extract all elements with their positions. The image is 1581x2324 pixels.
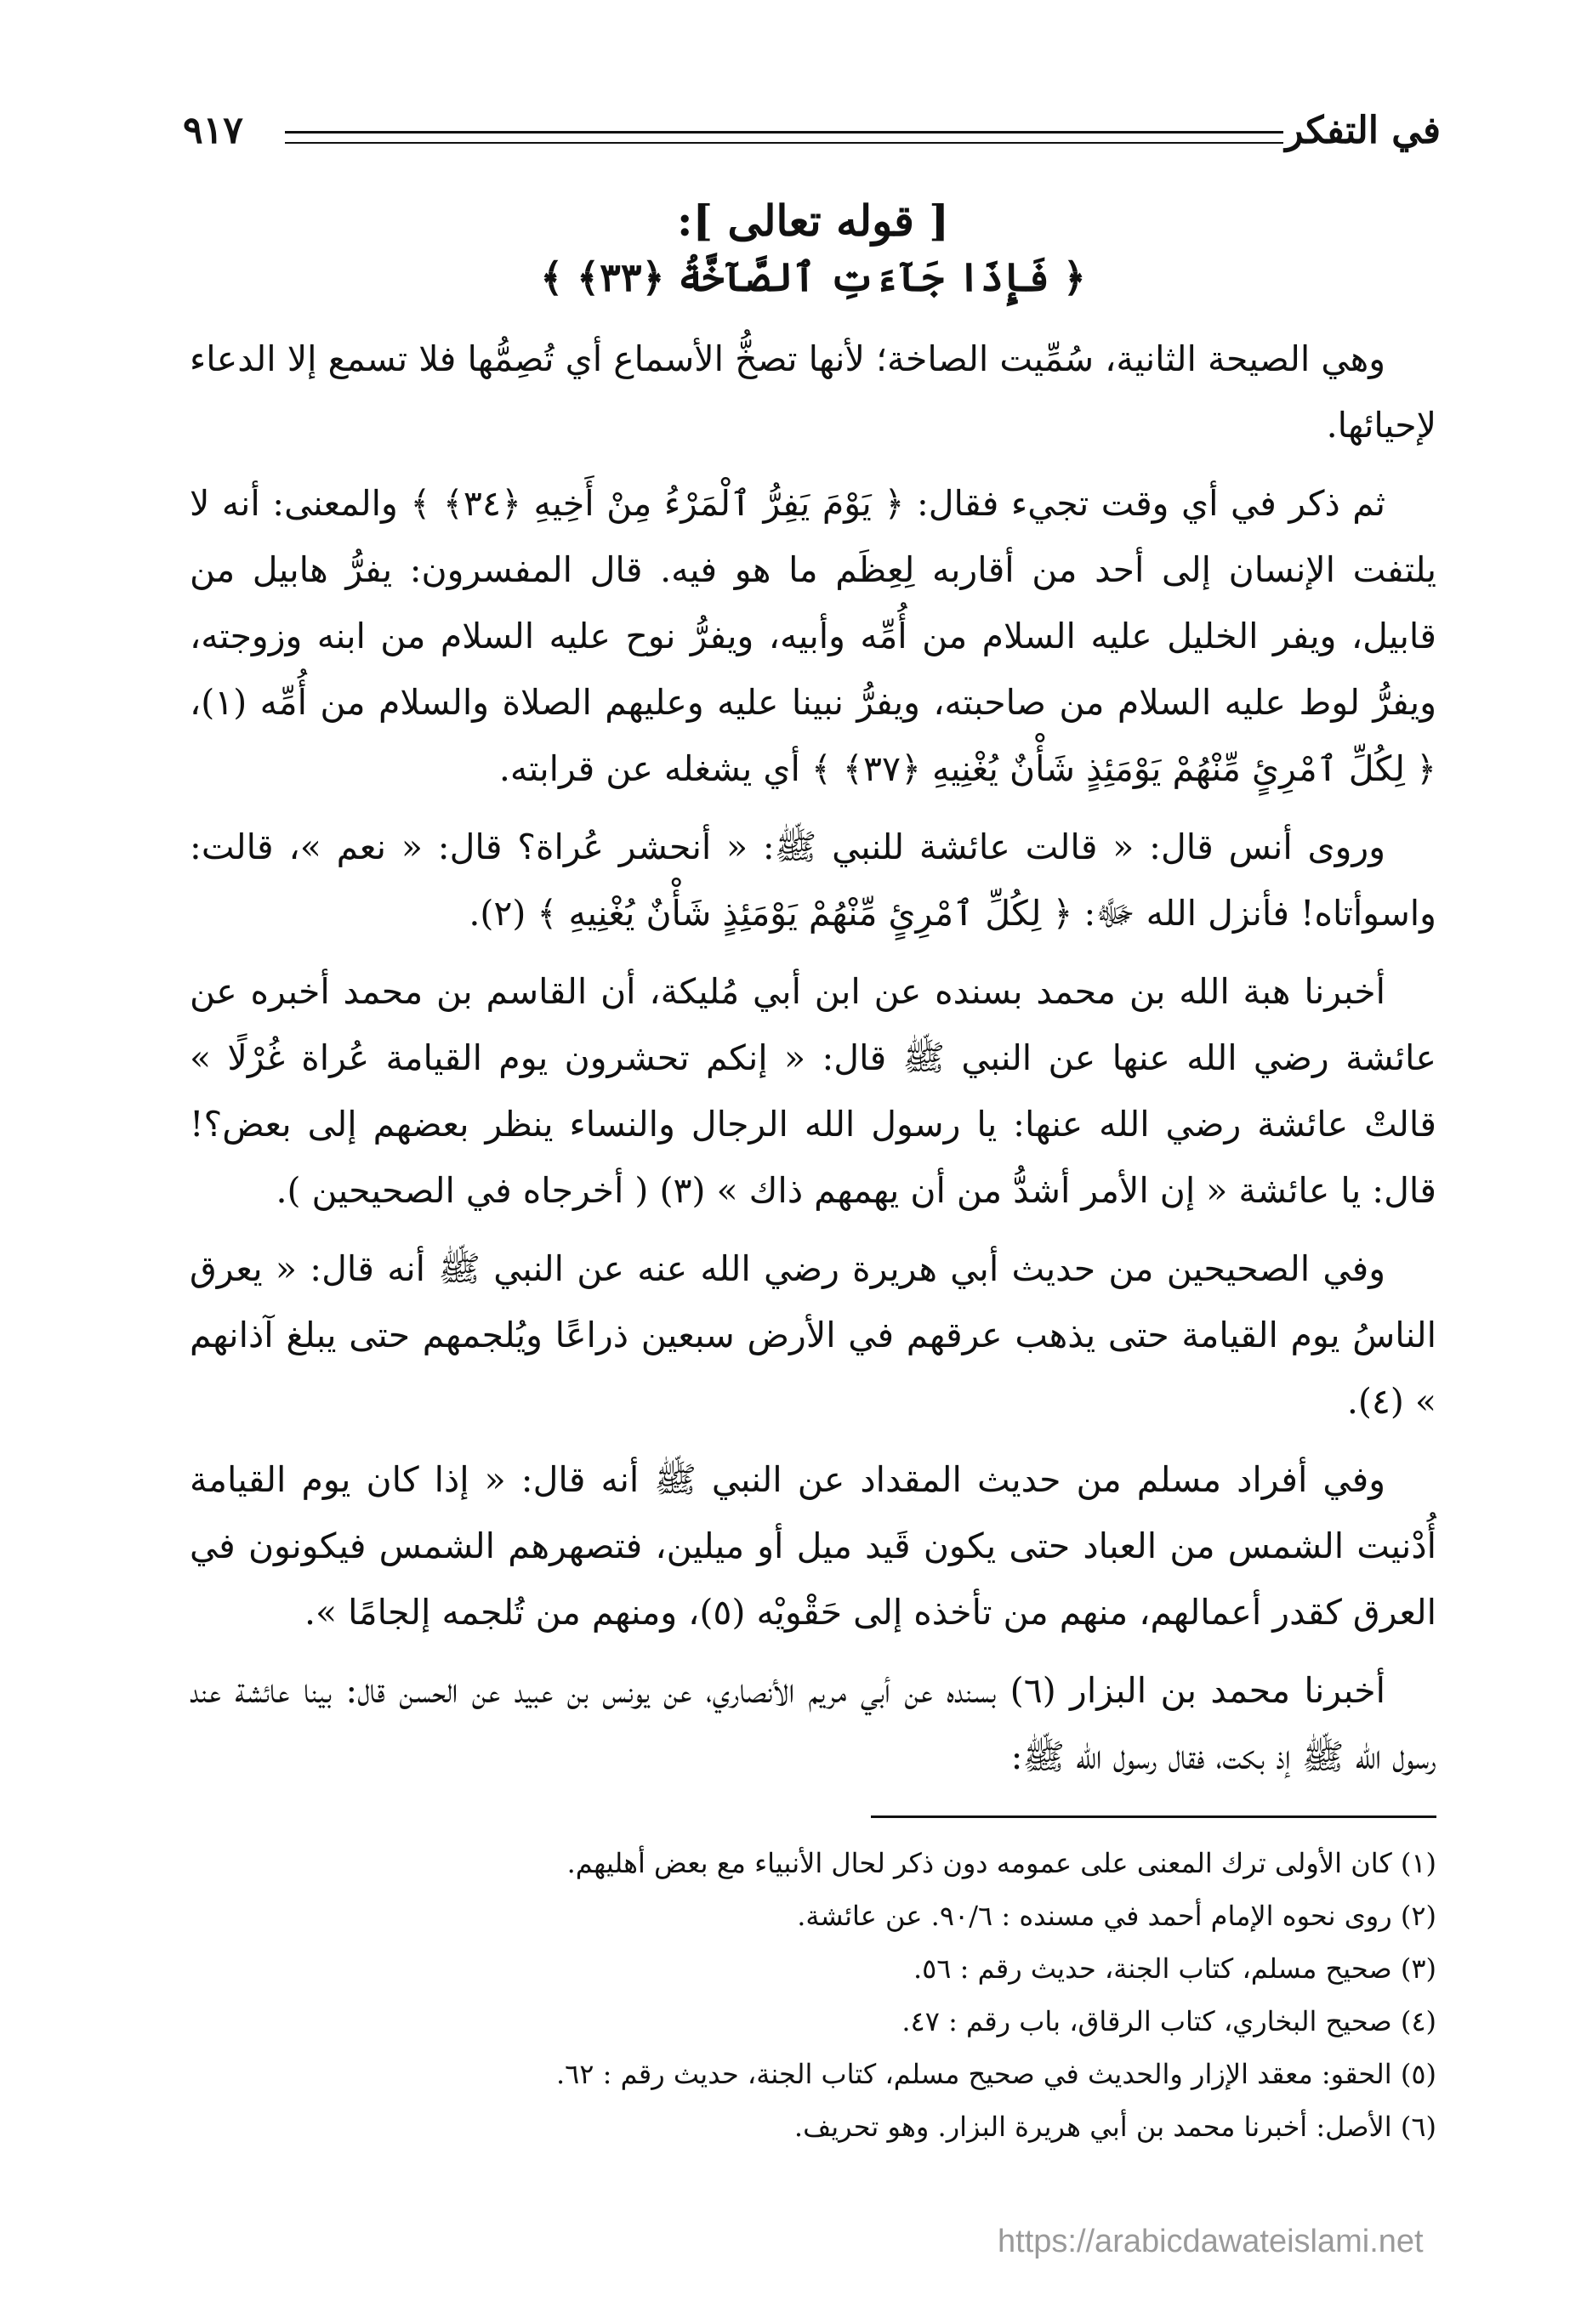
footnotes xyxy=(190,1837,1436,2153)
footnote: (٣) صحيح مسلم، كتاب الجنة، حديث رقم : ٥٦. xyxy=(913,1952,1436,1985)
footnote: (٦) الأصل: أخبرنا محمد بن أبي هريرة البزار. وهو تحريف. xyxy=(793,2111,1436,2143)
footnote: (١) كان الأولى ترك المعنى على عمومه دون ذكر لحال الأنبياء مع بعض أهليهم. xyxy=(566,1847,1436,1879)
watermark-url: https://arabicdawateislami.net xyxy=(998,2224,1424,2259)
running-header xyxy=(183,109,1441,168)
quran-verse: ﴿ فَإِذَا جَآءَتِ ٱلصَّآخَّةُ ﴿٣٣﴾ ﴾ xyxy=(540,254,1086,300)
paragraph: وروى أنس قال: « قالت عائشة للنبي ﷺ: « أنحشر عُراة؟ قال: « نعم »، قالت: واسوأتاه! فأنزل الله ﷻ: ﴿ لِكُلِّ ٱمْرِئٍ مِّنْهُمْ يَوْمَئِذٍ شَأْنٌ يُغْنِيهِ ﴾ (٢). xyxy=(190,827,1436,934)
footnote: (٤) صحيح البخاري، كتاب الرقاق، باب رقم : ٤٧. xyxy=(901,2005,1436,2037)
main-text xyxy=(190,196,1436,1802)
paragraph: وفي أفراد مسلم من حديث المقداد عن النبي ﷺ أنه قال: « إذا كان يوم القيامة أُدْنيت الشمس من العباد حتى يكون قَيد ميل أو ميلين، فتصهرهم الشمس فيكونون في العرق كقدر أعمالهم، منهم من تأخذه إلى حَقْويْه (٥)، ومنهم من تُلجمه إلجامًا ». xyxy=(190,1459,1436,1633)
paragraph: وفي الصحيحين من حديث أبي هريرة رضي الله عنه عن النبي ﷺ أنه قال: « يعرق الناسُ يوم القيامة حتى يذهب عرقهم في الأرض سبعين ذراعًا ويُلجمهم حتى يبلغ آذانهم » (٤). xyxy=(190,1248,1436,1422)
section-heading: [ قوله تعالى ]: xyxy=(677,196,949,246)
header-title: في التفكر xyxy=(1285,109,1441,152)
footnote: (٥) الحقو: معقد الإزار والحديث في صحيح مسلم، كتاب الجنة، حديث رقم : ٦٢. xyxy=(555,2058,1436,2090)
paragraph: وهي الصيحة الثانية، سُمِّيت الصاخة؛ لأنها تصخُّ الأسماع أي تُصِمُّها فلا تسمع إلا الدعاء لإحيائها. xyxy=(190,338,1436,446)
page-number: ٩١٧ xyxy=(183,109,243,152)
footnote-separator xyxy=(871,1815,1436,1818)
paragraph: أخبرنا محمد بن البزار (٦) بسنده عن أبي مريم الأنصاري، عن يونس بن عبيد عن الحسن قال: بينا عائشة عند رسول الله ﷺ إذ بكت، فقال رسول الله ﷺ: xyxy=(190,1670,1436,1777)
header-rule xyxy=(285,131,1283,144)
footnote: (٢) روى نحوه الإمام أحمد في مسنده : ٩٠/٦. عن عائشة. xyxy=(797,1900,1436,1932)
paragraph: ثم ذكر في أي وقت تجيء فقال: ﴿ يَوْمَ يَفِرُّ ٱلْمَرْءُ مِنْ أَخِيهِ ﴿٣٤﴾ ﴾ والمعنى: أنه لا يلتفت الإنسان إلى أحد من أقاربه لِعِظَم ما هو فيه. قال المفسرون: يفرُّ هابيل من قابيل، ويفر الخليل عليه السلام من أُمِّه وأبيه، ويفرُّ نوح عليه السلام من ابنه وزوجته، ويفرُّ لوط عليه السلام من صاحبته، ويفرُّ نبينا عليه وعليهم الصلاة والسلام من أُمِّه (١)، ﴿ لِكُلِّ ٱمْرِئٍ مِّنْهُمْ يَوْمَئِذٍ شَأْنٌ يُغْنِيهِ ﴿٣٧﴾ ﴾ أي يشغله عن قرابته. xyxy=(190,483,1436,789)
paragraph: أخبرنا هبة الله بن محمد بسنده عن ابن أبي مُليكة، أن القاسم بن محمد أخبره عن عائشة رضي الله عنها عن النبي ﷺ قال: « إنكم تحشرون يوم القيامة عُراة غُرْلًا » قالتْ عائشة رضي الله عنها: يا رسول الله الرجال والنساء ينظر بعضهم إلى بعض؟! قال: يا عائشة « إن الأمر أشدُّ من أن يهمهم ذاك » (٣) ( أخرجاه في الصحيحين ). xyxy=(190,971,1436,1211)
